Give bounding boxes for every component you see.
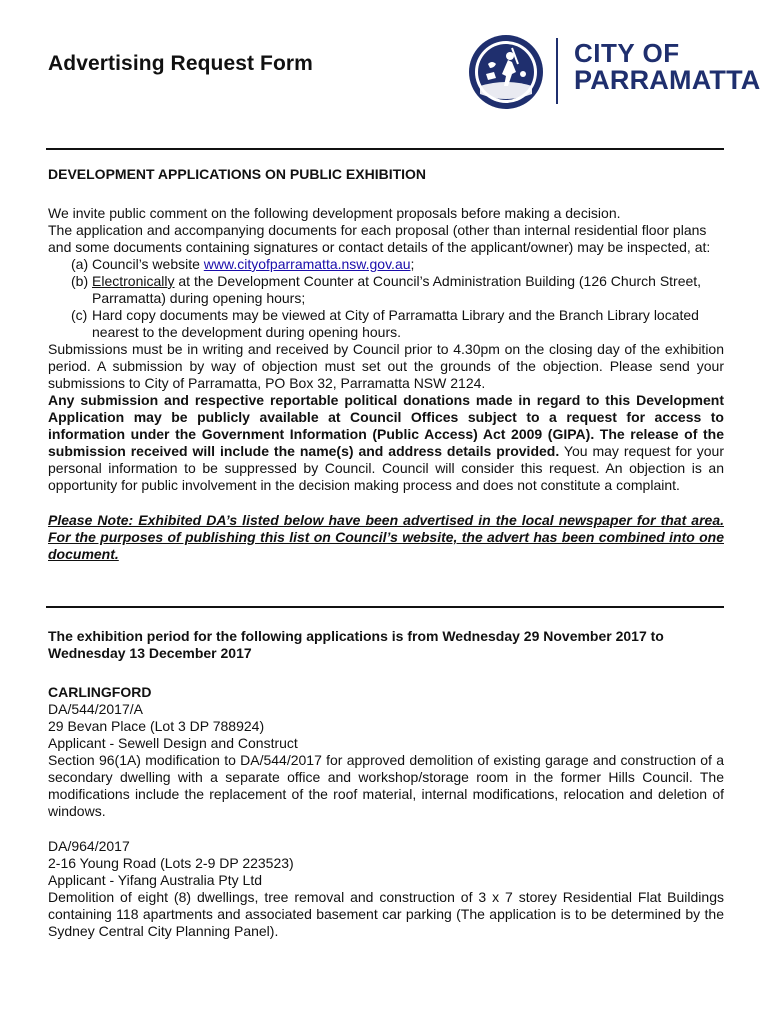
council-website-link[interactable]: www.cityofparramatta.nsw.gov.au (203, 256, 411, 272)
list-marker: (a) (71, 256, 89, 272)
exhibition-section (48, 628, 724, 940)
application-entry (48, 701, 724, 820)
exhibition-period: The exhibition period for the following applications is from Wednesday 29 November 2017 to Wednesday 13 December 2017 (48, 628, 664, 661)
application-description: Section 96(1A) modification to DA/544/2017 for approved demolition of existing garage and construction of a secondary dwelling with a separate office and workshop/storage room in the former Hills Council. The modifications include the replacement of the roof material, internal modifications, relocation and deletion of windows. (48, 752, 724, 819)
city-of-parramatta-logo (468, 32, 761, 112)
logo-line-city-of: CITY OF (574, 38, 680, 68)
inspection-options-list (48, 256, 724, 341)
council-seal-icon (468, 34, 544, 110)
intro-section (48, 166, 724, 563)
section-heading: DEVELOPMENT APPLICATIONS ON PUBLIC EXHIBITION (48, 166, 427, 182)
middle-divider (46, 606, 724, 608)
application-number: DA/964/2017 (48, 838, 130, 854)
list-item (48, 307, 724, 341)
list-item-text: at the Development Counter at Council’s Administration Building (126 Church Street, Parramatta) during opening hours; (92, 273, 702, 306)
list-item-text: Council’s website (92, 256, 204, 272)
privacy-paragraph (48, 392, 724, 494)
application-address: 2-16 Young Road (Lots 2-9 DP 223523) (48, 855, 294, 871)
application-applicant: Applicant - Yifang Australia Pty Ltd (48, 872, 263, 888)
list-item-text: Hard copy documents may be viewed at City of Parramatta Library and the Branch Library located nearest to the development during opening hours. (92, 307, 699, 340)
top-divider (46, 148, 724, 150)
intro-paragraph-1: We invite public comment on the following development proposals before making a decision. (48, 205, 621, 221)
application-description: Demolition of eight (8) dwellings, tree removal and construction of 3 x 7 storey Residential Flat Buildings containing 118 apartments and associated basement car parking (The application is to be determined by the Sydney Central City Planning Panel). (48, 889, 724, 939)
list-item-end: ; (410, 256, 415, 272)
application-entry (48, 838, 724, 940)
logo-line-parramatta: PARRAMATTA (574, 65, 761, 95)
electronically-text: Electronically (92, 273, 175, 289)
page-title: Advertising Request Form (48, 52, 313, 75)
suburb-heading: CARLINGFORD (48, 684, 152, 700)
logo-divider (556, 38, 558, 104)
application-address: 29 Bevan Place (Lot 3 DP 788924) (48, 718, 265, 734)
privacy-rest-text: You may request for your personal information to be suppressed by Council. Council will consider this request. An objection is an opportunity for public involvement in the decision making process and does not constitute a complaint. (48, 443, 725, 493)
submissions-paragraph: Submissions must be in writing and received by Council prior to 4.30pm on the closing day of the exhibition period. A submission by way of objection must set out the grounds of the objection. Please send your submissions to City of Parramatta, PO Box 32, Parramatta NSW 2124. (48, 341, 724, 391)
intro-paragraph-2: The application and accompanying documents for each proposal (other than internal residential floor plans and some documents containing signatures or contact details of the applicant/owner) may be inspected, at: (48, 222, 711, 255)
list-item (48, 273, 724, 307)
logo-wordmark (574, 40, 760, 94)
list-marker: (c) (71, 307, 88, 323)
list-marker: (b) (71, 273, 89, 289)
application-applicant: Applicant - Sewell Design and Construct (48, 735, 298, 751)
privacy-bold-text: Any submission and respective reportable political donations made in regard to this Development Application may be publicly available at Council Offices subject to a request for access to information under the Government Information (Public Access) Act 2009 (GIPA). The release of the submission received will include the name(s) and address details provided. (48, 392, 724, 459)
application-number: DA/544/2017/A (48, 701, 143, 717)
list-item (48, 256, 724, 273)
please-note: Please Note: Exhibited DA’s listed below have been advertised in the local newspaper for that area. For the purposes of publishing this list on Council’s website, the advert has been combined into one document. (48, 512, 724, 562)
